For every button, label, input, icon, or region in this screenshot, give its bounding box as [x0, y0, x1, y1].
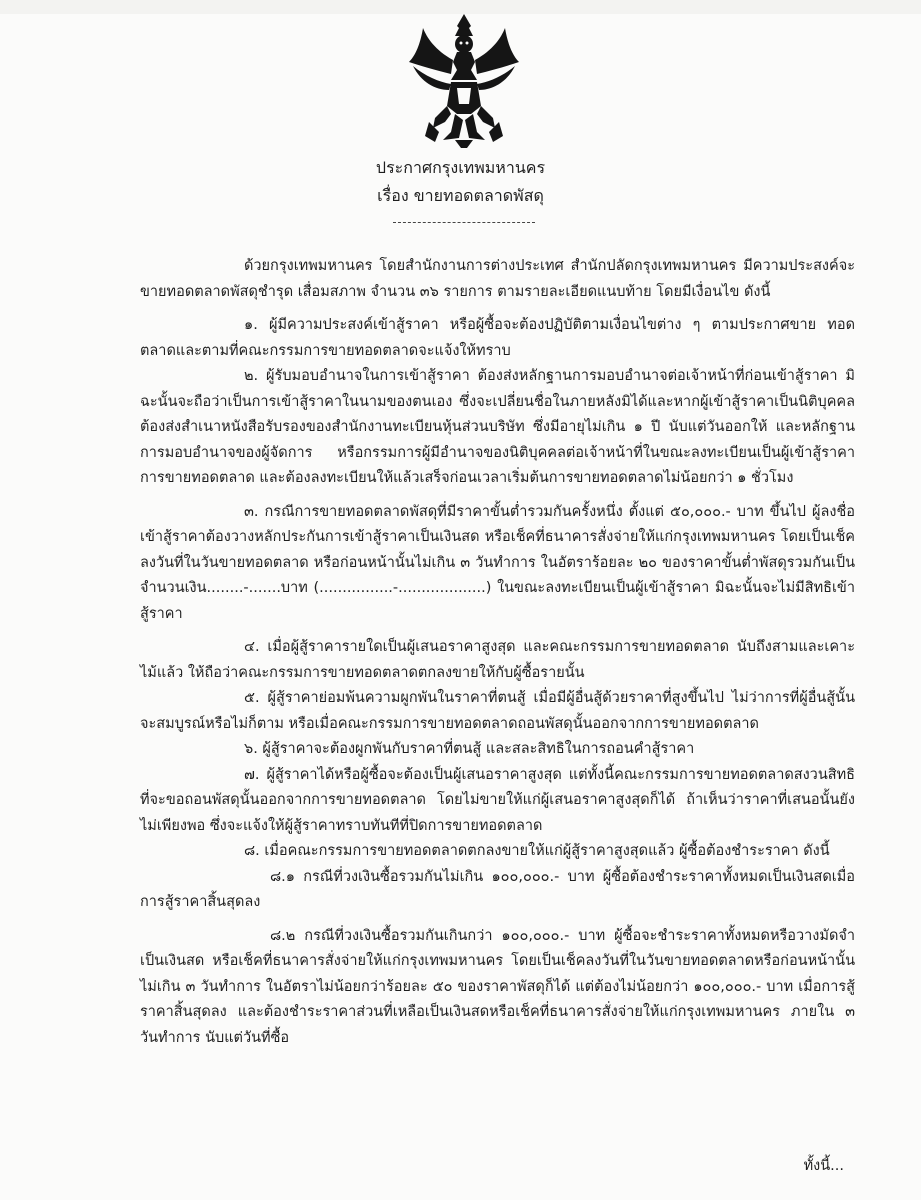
clause-5: ๕. ผู้สู้ราคาย่อมพ้นความผูกพันในราคาที่ตนสู้ เมื่อมีผู้อื่นสู้ด้วยราคาที่สูงขึ้นไป ไม่ว่าการที่ผู้อื่นสู้นั้นจะสมบูรณ์หรือไม่ก็ตาม หรือเมื่อคณะกรรมการขายทอดตลาดถอนพัสดุนั้นออกจากการขายทอดตลาด — [140, 690, 855, 732]
clause-8: ๘. เมื่อคณะกรรมการขายทอดตลาดตกลงขายให้แก่ผู้สู้ราคาสูงสุดแล้ว ผู้ซื้อต้องชำระราคา ดังนี้ — [244, 843, 830, 859]
intro-paragraph: ด้วยกรุงเทพมหานคร โดยสำนักงานการต่างประเทศ สำนักปลัดกรุงเทพมหานคร มีความประสงค์จะขายทอดตลาดพัสดุชำรุด เสื่อมสภาพ จำนวน ๓๖ รายการ ตามรายละเอียดแนบท้าย โดยมีเงื่อนไข ดังนี้ — [140, 258, 855, 300]
clause-2: ๒. ผู้รับมอบอำนาจในการเข้าสู้ราคา ต้องส่งหลักฐานการมอบอำนาจต่อเจ้าหน้าที่ก่อนเข้าสู้ราคา มิฉะนั้นจะถือว่าเป็นการเข้าสู้ราคาในนามของตนเอง ซึ่งจะเปลี่ยนชื่อในภายหลังมิได้และหากผู้เข้าสู้ราคาเป็นนิติบุคคลต้องส่งสำเนาหนังสือรับรองของสำนักงานทะเบียนหุ้นส่วนบริษัท ซึ่งมีอายุไม่เกิน ๑ ปี นับแต่วันออกให้ และหลักฐานการมอบอำนาจของผู้จัดการ หรือกรรมการผู้มีอำนาจของนิติบุคคลต่อเจ้าหน้าที่ในขณะลงทะเบียนเป็นผู้เข้าสู้ราคาการขายทอดตลาด และต้องลงทะเบียนให้แล้วเสร็จก่อนเวลาเริ่มต้นการขายทอดตลาดไม่น้อยกว่า ๑ ชั่วโมง — [140, 368, 855, 486]
clause-6: ๖. ผู้สู้ราคาจะต้องผูกพันกับราคาที่ตนสู้ และสละสิทธิในการถอนคำสู้ราคา — [244, 741, 695, 757]
clause-3: ๓. กรณีการขายทอดตลาดพัสดุที่มีราคาขั้นต่ำรวมกันครั้งหนึ่ง ตั้งแต่ ๕๐,๐๐๐.- บาท ขึ้นไป ผู้ลงชื่อเข้าสู้ราคาต้องวางหลักประกันการเข้าสู้ราคาเป็นเงินสด หรือเช็คที่ธนาคารสั่งจ่ายให้แก่กรุงเทพมหานคร โดยเป็นเช็คลงวันที่ในวันขายทอดตลาด หรือก่อนหน้านั้นไม่เกิน ๓ วันทำการ ในอัตราร้อยละ ๒๐ ของราคาขั้นต่ำพัสดุรวมกันเป็นจำนวนเงิน........-.......บาท (................-...................) ในขณะลงทะเบียนเป็นผู้เข้าสู้ราคา มิฉะนั้นจะไม่มีสิทธิเข้าสู้ราคา — [140, 503, 855, 622]
title-separator — [393, 222, 535, 223]
clause-7: ๗. ผู้สู้ราคาได้หรือผู้ซื้อจะต้องเป็นผู้เสนอราคาสูงสุด แต่ทั้งนี้คณะกรรมการขายทอดตลาดสงวนสิทธิ ที่จะขอถอนพัสดุนั้นออกจากการขายทอดตลาด โดยไม่ขายให้แก่ผู้เสนอราคาสูงสุดก็ได้ ถ้าเห็นว่าราคาที่เสนอนั้นยังไม่เพียงพอ ซึ่งจะแจ้งให้ผู้สู้ราคาทราบทันทีที่ปิดการขายทอดตลาด — [140, 766, 855, 834]
clause-1: ๑. ผู้มีความประสงค์เข้าสู้ราคา หรือผู้ซื้อจะต้องปฏิบัติตามเงื่อนไขต่าง ๆ ตามประกาศขาย ทอดตลาดและตามที่คณะกรรมการขายทอดตลาดจะแจ้งให้ทราบ — [140, 317, 855, 359]
clause-8-2: ๘.๒ กรณีที่วงเงินซื้อรวมกันเกินกว่า ๑๐๐,๐๐๐.- บาท ผู้ซื้อจะชำระราคาทั้งหมดหรือวางมัดจำเป็นเงินสด หรือเช็คที่ธนาคารสั่งจ่ายให้แก่กรุงเทพมหานคร โดยเป็นเช็คลงวันที่ในวันขายทอดตลาดหรือก่อนหน้านั้นไม่เกิน ๓ วันทำการ ในอัตราไม่น้อยกว่าร้อยละ ๕๐ ของราคาพัสดุก็ได้ แต่ต้องไม่น้อยกว่า ๑๐๐,๐๐๐.- บาท เมื่อการสู้ราคาสิ้นสุดลง และต้องชำระราคาส่วนที่เหลือเป็นเงินสดหรือเช็คที่ธนาคารสั่งจ่ายให้แก่กรุงเทพมหานคร ภายใน ๓ วันทำการ นับแต่วันที่ซื้อ — [140, 927, 855, 1046]
continued-marker: ทั้งนี้... — [803, 1158, 844, 1174]
clause-8-1: ๘.๑ กรณีที่วงเงินซื้อรวมกันไม่เกิน ๑๐๐,๐๐๐.- บาท ผู้ซื้อต้องชำระราคาทั้งหมดเป็นเงินสดเมื่อการสู้ราคาสิ้นสุดลง — [140, 868, 855, 910]
document-body — [140, 254, 855, 1051]
clause-4: ๔. เมื่อผู้สู้ราคารายใดเป็นผู้เสนอราคาสูงสุด และคณะกรรมการขายทอดตลาด นับถึงสามและเคาะไม้แล้ว ให้ถือว่าคณะกรรมการขายทอดตลาดตกลงขายให้กับผู้ซื้อรายนั้น — [140, 639, 855, 681]
document-title: ประกาศกรุงเทพมหานคร — [375, 158, 546, 177]
document-subject: เรื่อง ขายทอดตลาดพัสดุ — [377, 186, 544, 205]
garuda-emblem-icon — [405, 10, 523, 150]
